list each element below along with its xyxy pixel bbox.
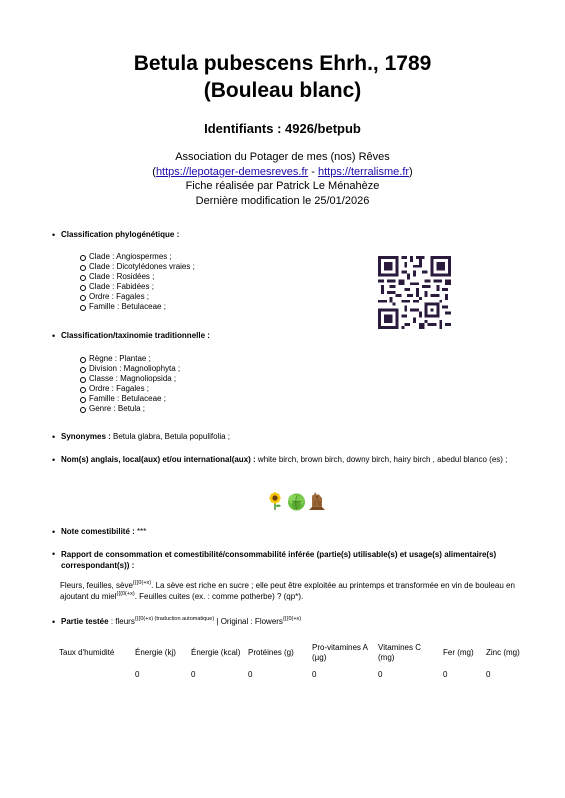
list-item: Division : Magnoliophyta ;	[80, 364, 180, 374]
tested-part: • Partie testée : fleurs$^{\{\{\{0(+x) (traduction automatique)}$ | Original : Flowers$^{\{\{\{0(+x)}$	[52, 616, 302, 627]
common-names: • Nom(s) anglais, local(aux) et/ou international(aux) : white birch, brown birch, downy birch, hairy birch , abedul blanco (es) ;	[52, 455, 508, 465]
synonyms: • Synonymes : Betula glabra, Betula populifolia ;	[52, 432, 230, 442]
table-cell: 0	[191, 670, 196, 679]
list-item: Classe : Magnoliopsida ;	[80, 374, 180, 384]
phylo-list	[80, 252, 195, 313]
link-terralisme[interactable]: https://terralisme.fr	[317, 165, 410, 178]
table-header-row	[56, 641, 529, 665]
identifiants: Identifiants : 4926/betpub	[204, 121, 361, 136]
nutrition-table	[56, 641, 529, 679]
table-cell: 0	[443, 670, 448, 679]
trad-list	[80, 354, 180, 415]
leafy-vegetable-icon	[287, 492, 306, 511]
author: Fiche réalisée par Patrick Le Ménahèze	[185, 180, 380, 192]
table-cell: 0	[486, 670, 491, 679]
col-header: Zinc (mg)	[486, 648, 520, 657]
title-common-name: (Bouleau blanc)	[203, 79, 362, 102]
list-item: Ordre : Fagales ;	[80, 292, 195, 302]
qr-code	[378, 256, 451, 329]
page-title	[0, 50, 565, 104]
association-name: Association du Potager de mes (nos) Rêves	[175, 151, 390, 163]
table-cell: 0	[135, 670, 140, 679]
col-header: Fer (mg)	[443, 648, 474, 657]
consumption-report-heading: • Rapport de consommation et comestibilité/consommabilité inférée (partie(s) utilisable(s) et usage(s) alimentaire(s) correspondant(s)) :	[52, 549, 497, 570]
table-cell: 0	[378, 670, 383, 679]
sunflower-icon	[268, 491, 284, 511]
col-header: Énergie (kj)	[135, 648, 176, 657]
list-item: Clade : Rosidées ;	[80, 272, 195, 282]
col-header: Protéines (g)	[248, 648, 294, 657]
edibility-rating: • Note comestibilité : ***	[52, 527, 147, 537]
phylo-heading: • Classification phylogénétique :	[52, 230, 180, 240]
table-cell	[56, 665, 132, 679]
table-cell: 0	[248, 670, 253, 679]
list-item: Ordre : Fagales ;	[80, 384, 180, 394]
col-header: Énergie (kcal)	[191, 648, 241, 657]
list-item: Règne : Plantae ;	[80, 354, 180, 364]
list-item: Genre : Betula ;	[80, 404, 180, 414]
association-block	[0, 150, 565, 208]
title-scientific-name: Betula pubescens Ehrh., 1789	[133, 52, 432, 75]
list-item: Clade : Angiospermes ;	[80, 252, 195, 262]
association-links: (https://lepotager-demesreves.fr - https://terralisme.fr)	[152, 165, 413, 178]
consumption-report-text: Fleurs, feuilles, sève$^{\{\{\{0(+x)}$. La sève est riche en sucre ; elle peut être exploitée au printemps et transformée en vin de bouleau en ajoutant du miel$^{\{\{\{0(+x)}$. Feuilles cuites (ex. : comme potherbe) ? (qp*).	[60, 580, 515, 601]
list-item: Famille : Betulaceae ;	[80, 394, 180, 404]
table-cell: 0	[312, 670, 317, 679]
category-icons	[268, 491, 325, 511]
last-modified: Dernière modification le 25/01/2026	[195, 194, 370, 207]
list-item: Clade : Dicotylédones vraies ;	[80, 262, 195, 272]
col-header: Pro-vitamines A (µg)	[312, 643, 368, 662]
link-lepotager[interactable]: https://lepotager-demesreves.fr	[155, 165, 309, 178]
trad-heading: • Classification/taxinomie traditionnelle :	[52, 331, 210, 341]
list-item: Famille : Betulaceae ;	[80, 302, 195, 312]
tree-stump-icon	[309, 491, 325, 511]
col-header: Vitamines C (mg)	[378, 643, 421, 662]
list-item: Clade : Fabidées ;	[80, 282, 195, 292]
col-header: Taux d'humidité	[59, 648, 115, 657]
table-row	[56, 665, 529, 679]
